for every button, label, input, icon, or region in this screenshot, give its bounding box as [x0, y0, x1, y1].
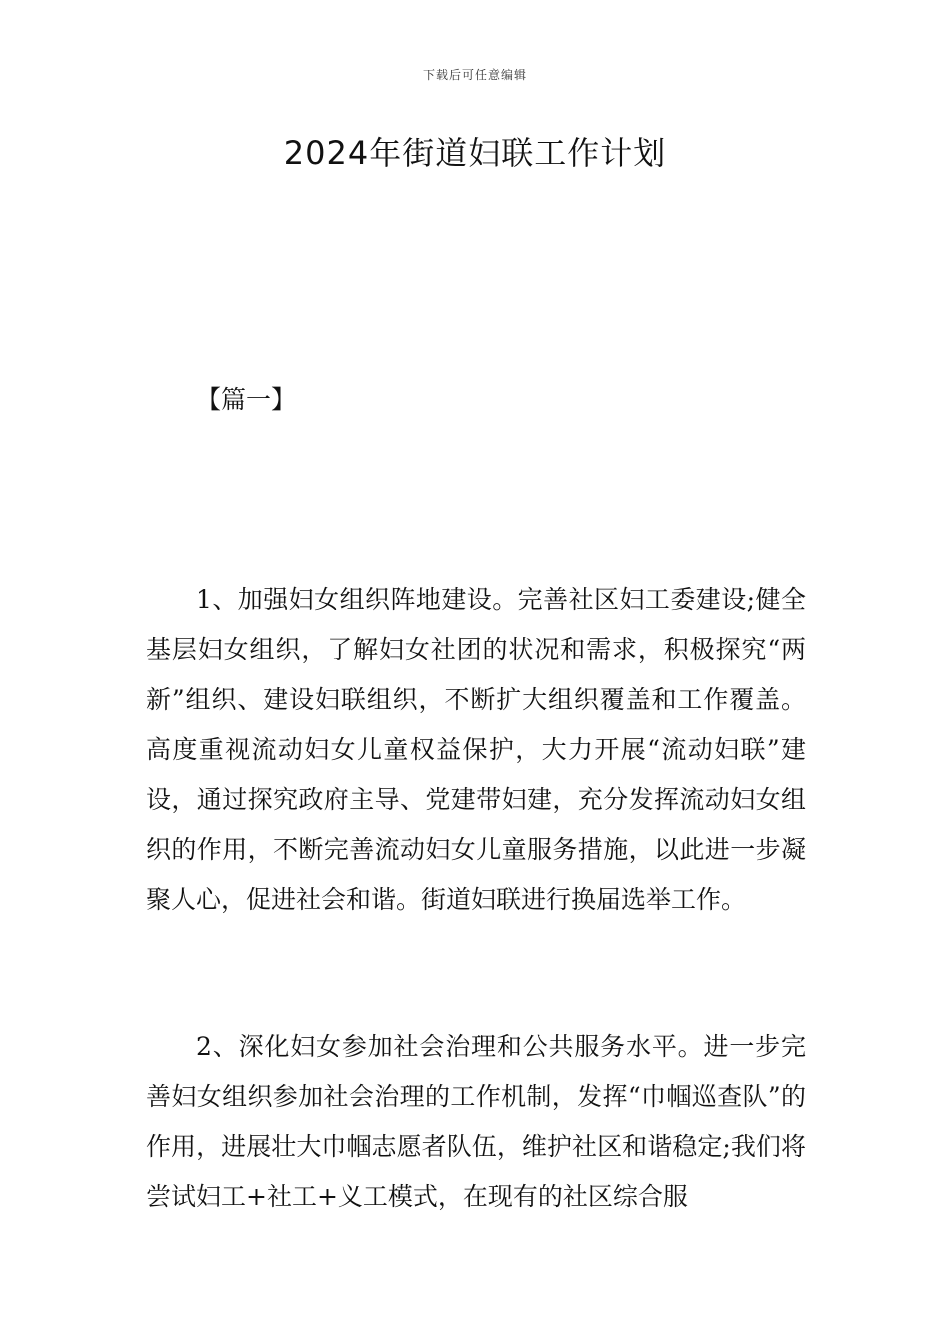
header-note: 下载后可任意编辑 — [422, 68, 527, 82]
section-label: 【篇一】 — [196, 385, 297, 414]
paragraph-1: 1、加强妇女组织阵地建设。完善社区妇工委建设;健全基层妇女组织，了解妇女社团的状况和需求，积极探究“两新”组织、建设妇联组织，不断扩大组织覆盖和工作覆盖。高度重视流动妇女儿童权益保护，大力开展“流动妇联”建设，通过探究政府主导、党建带妇建，充分发挥流动妇女组织的作用，不断完善流动妇女儿童服务措施，以此进一步凝聚人心，促进社会和谐。街道妇联进行换届选举工作。 — [146, 585, 806, 914]
paragraph-2: 2、深化妇女参加社会治理和公共服务水平。进一步完善妇女组织参加社会治理的工作机制，发挥“巾帼巡查队”的作用，进展壮大巾帼志愿者队伍，维护社区和谐稳定;我们将尝试妇工+社工+义工模式，在现有的社区综合服 — [146, 1032, 806, 1211]
document-title: 2024年街道妇联工作计划 — [283, 134, 667, 172]
